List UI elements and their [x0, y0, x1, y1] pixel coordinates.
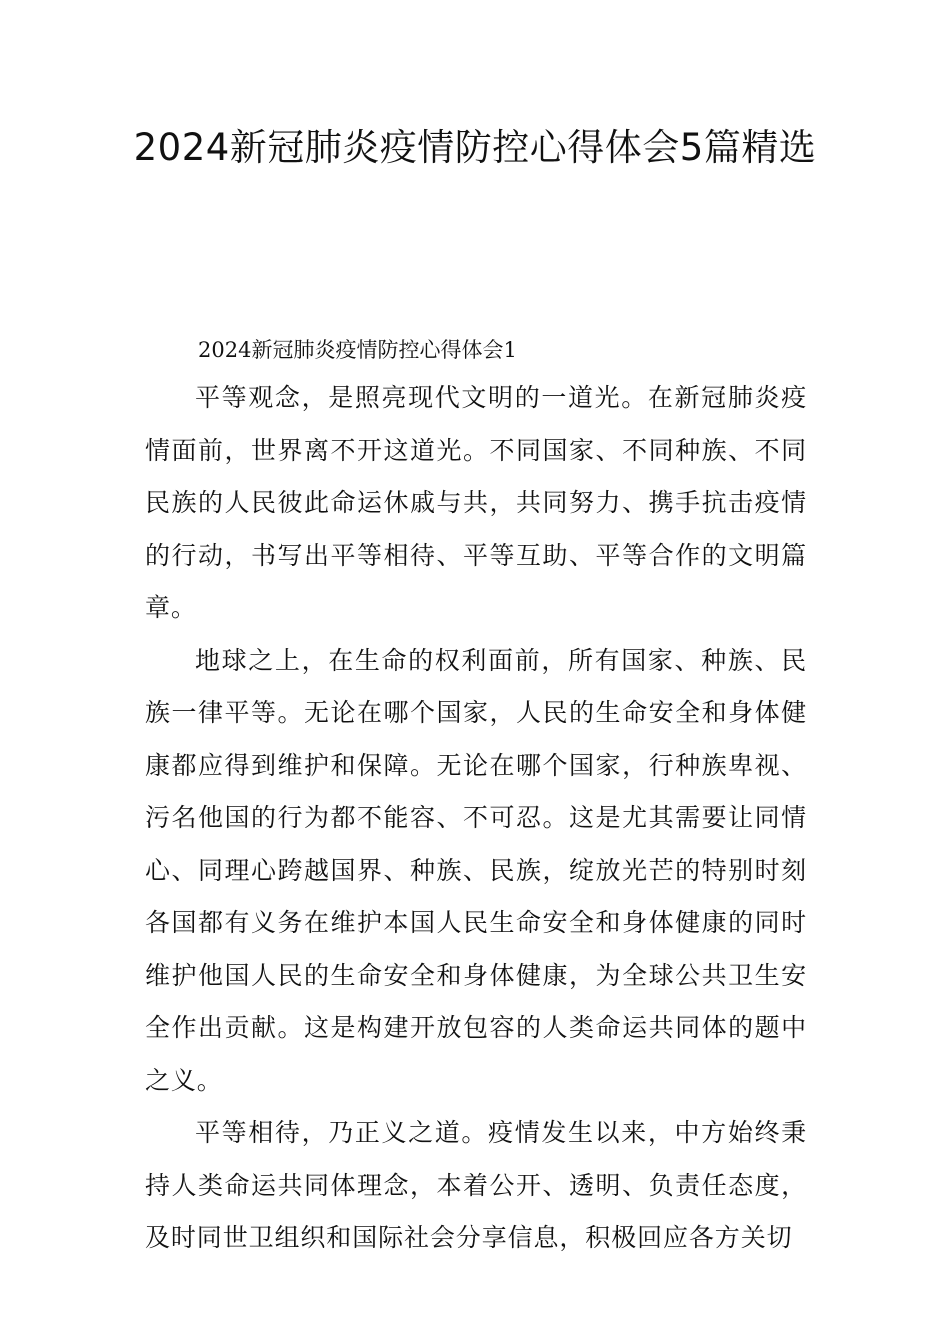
- paragraph-2: 地球之上，在生命的权利面前，所有国家、种族、民族一律平等。无论在哪个国家，人民的生命安全和身体健康都应得到维护和保障。无论在哪个国家，行种族卑视、污名他国的行为都不能容、不可忍。这是尤其需要让同情心、同理心跨越国界、种族、民族，绽放光芒的特别时刻各国都有义务在维护本国人民生命安全和身体健康的同时维护他国人民的生命安全和身体健康，为全球公共卫生安全作出贡献。这是构建开放包容的人类命运共同体的题中之义。: [145, 645, 807, 1095]
- section-heading: 2024新冠肺炎疫情防控心得体会1: [198, 338, 517, 362]
- paragraph-3: 平等相待，乃正义之道。疫情发生以来，中方始终秉持人类命运共同体理念，本着公开、透明、负责任态度，及时同世卫组织和国际社会分享信息，积极回应各方关切: [145, 1118, 807, 1252]
- paragraph-1: 平等观念，是照亮现代文明的一道光。在新冠肺炎疫情面前，世界离不开这道光。不同国家、不同种族、不同民族的人民彼此命运休戚与共，共同努力、携手抗击疫情的行动，书写出平等相待、平等互助、平等合作的文明篇章。: [145, 383, 807, 622]
- body-text: [145, 372, 807, 1265]
- document-title: 2024新冠肺炎疫情防控心得体会5篇精选: [133, 126, 817, 169]
